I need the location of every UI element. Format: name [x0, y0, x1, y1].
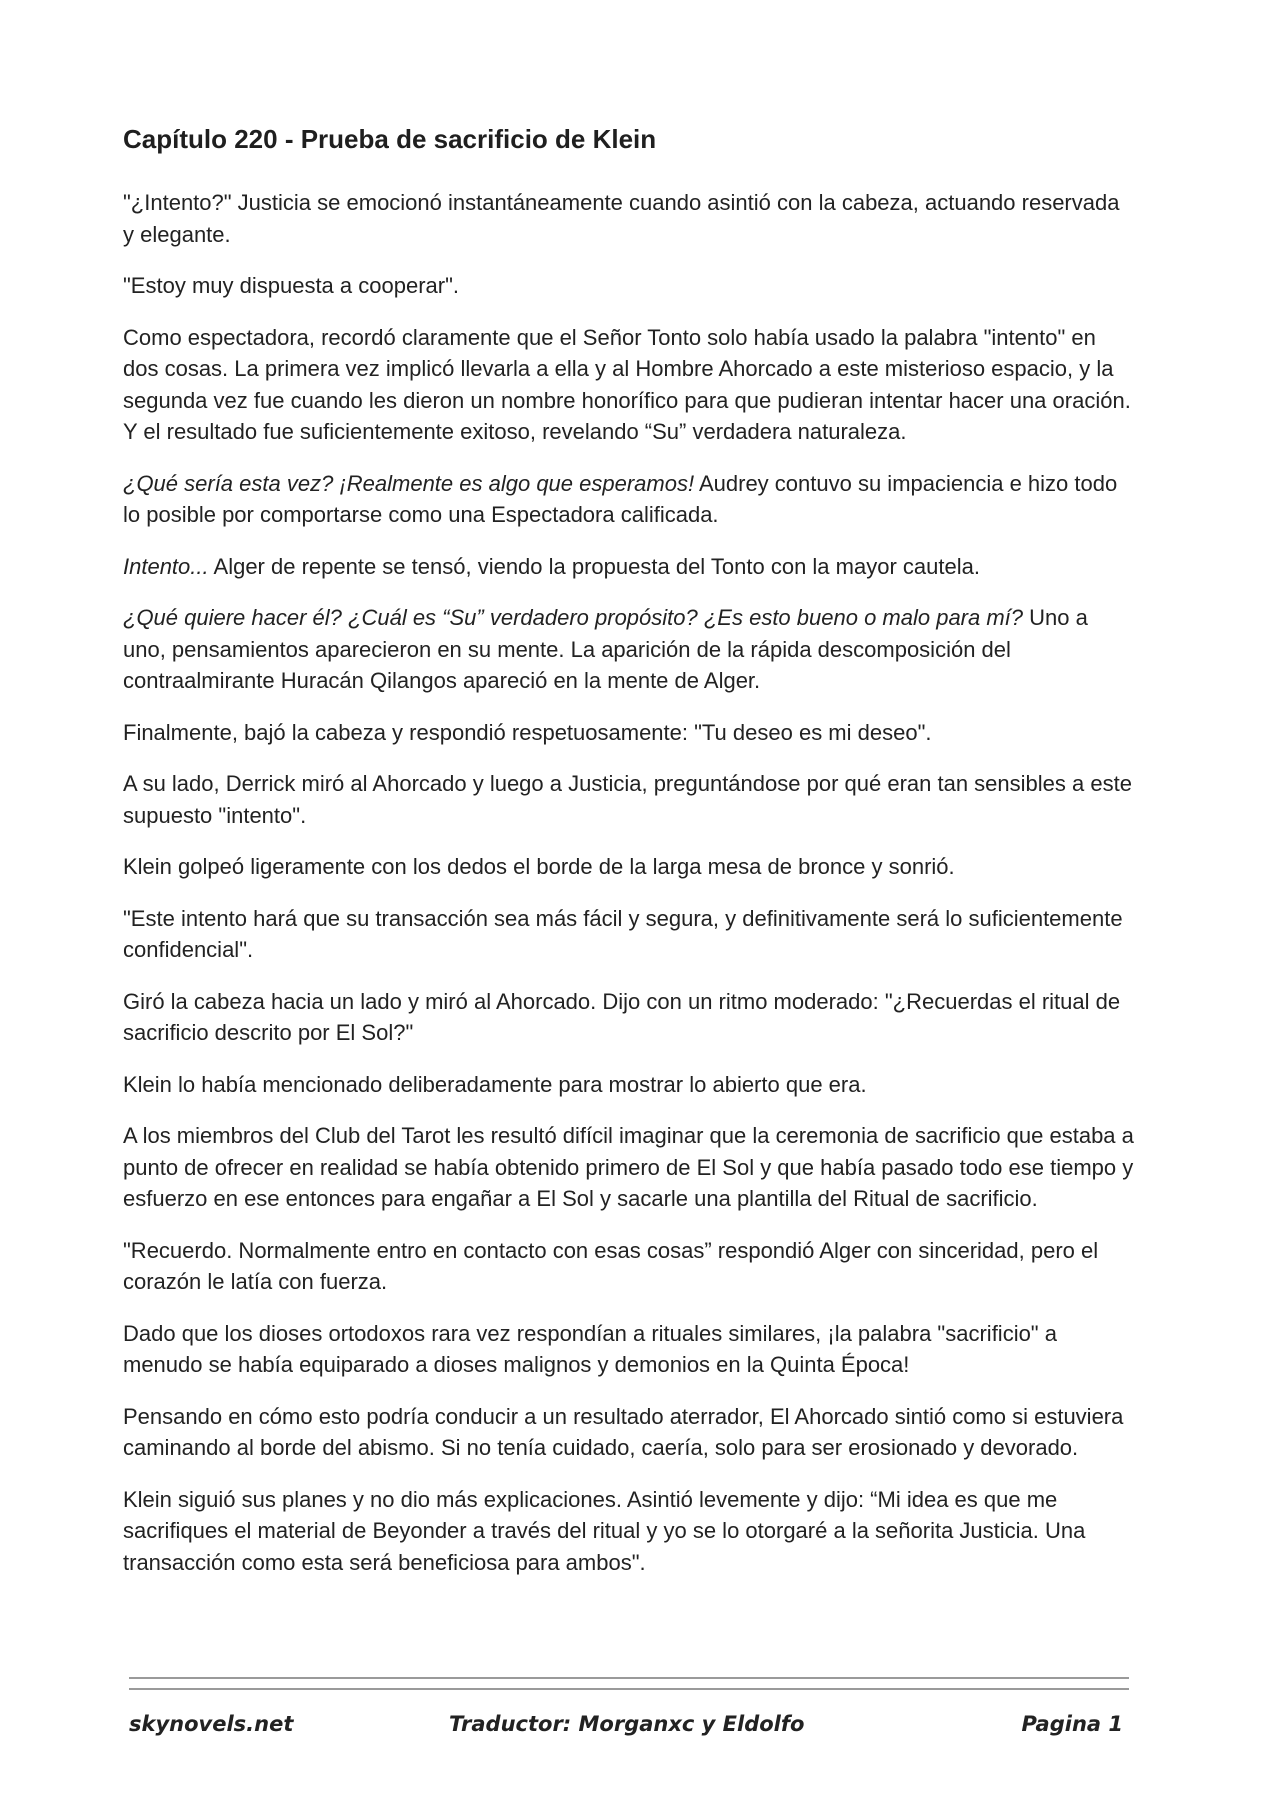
paragraph: [123, 187, 1135, 250]
paragraph: [123, 768, 1135, 831]
paragraph-text: Klein golpeó ligeramente con los dedos el borde de la larga mesa de bronce y sonrió.: [123, 854, 955, 879]
paragraph: [123, 717, 1135, 749]
chapter-body: [123, 187, 1135, 1598]
paragraph: [123, 1069, 1135, 1101]
paragraph-text: "Estoy muy dispuesta a cooperar".: [123, 273, 460, 298]
paragraph: [123, 986, 1135, 1049]
italic-text: ¿Qué sería esta vez? ¡Realmente es algo que esperamos!: [123, 470, 695, 496]
paragraph-text: A su lado, Derrick miró al Ahorcado y luego a Justicia, preguntándose por qué eran tan sensibles a este supuesto "intento".: [123, 771, 1132, 828]
footer-translator: Traductor: Morganxc y Eldolfo: [449, 1712, 805, 1736]
paragraph: [123, 1120, 1135, 1215]
paragraph-text: Como espectadora, recordó claramente que el Señor Tonto solo había usado la palabra "intento" en dos cosas. La primera vez implicó llevarla a ella y al Hombre Ahorcado a este misterioso espacio, y la segunda vez fue cuando les dieron un nombre honorífico para que pudieran intentar hacer una oración. Y el resultado fue suficientemente exitoso, revelando “Su” verdadera naturaleza.: [123, 324, 1131, 444]
paragraph: [123, 551, 1135, 583]
paragraph-text: Klein siguió sus planes y no dio más explicaciones. Asintió levemente y dijo: “Mi idea es que me sacrifiques el material de Beyonder a través del ritual y yo se lo otorgaré a la señorita Justicia. Una transacción como esta será beneficiosa para ambos".: [123, 1486, 1086, 1575]
footer-divider: [129, 1677, 1129, 1679]
paragraph: [123, 322, 1135, 448]
paragraph-text: Uno a uno, pensamientos aparecieron en su mente. La aparición de la rápida descomposición del contraalmirante Huracán Qilangos apareció en la mente de Alger.: [123, 605, 1088, 693]
footer-divider: [129, 1688, 1129, 1690]
paragraph-text: Alger de repente se tensó, viendo la propuesta del Tonto con la mayor cautela.: [208, 553, 980, 579]
paragraph: [123, 851, 1135, 883]
paragraph-text: "¿Intento?" Justicia se emocionó instantáneamente cuando asintió con la cabeza, actuando reservada y elegante.: [123, 190, 1120, 247]
paragraph: [123, 602, 1135, 697]
paragraph-text: Finalmente, bajó la cabeza y respondió respetuosamente: "Tu deseo es mi deseo".: [123, 719, 932, 745]
paragraph: [123, 270, 1135, 302]
paragraph: [123, 1401, 1135, 1464]
paragraph-text: "Recuerdo. Normalmente entro en contacto con esas cosas” respondió Alger con sinceridad, pero el corazón le latía con fuerza.: [123, 1237, 1099, 1294]
paragraph: [123, 468, 1135, 531]
page-footer: [129, 1712, 1129, 1746]
paragraph-text: Dado que los dioses ortodoxos rara vez respondían a rituales similares, ¡la palabra "sacrificio" a menudo se había equiparado a dioses malignos y demonios en la Quinta Época!: [123, 1320, 1057, 1377]
paragraph-text: Audrey contuvo su impaciencia e hizo todo lo posible por comportarse como una Espectadora calificada.: [123, 470, 1118, 527]
paragraph-text: Klein lo había mencionado deliberadamente para mostrar lo abierto que era.: [123, 1071, 867, 1097]
document-page: [123, 0, 1135, 1808]
italic-text: Intento...: [123, 553, 209, 579]
paragraph: [123, 903, 1135, 966]
paragraph: [123, 1484, 1135, 1579]
footer-page-number: Pagina 1: [1021, 1712, 1123, 1736]
paragraph-text: Giró la cabeza hacia un lado y miró al Ahorcado. Dijo con un ritmo moderado: "¿Recuerdas el ritual de sacrificio descrito por El Sol?": [123, 988, 1121, 1045]
paragraph: [123, 1318, 1135, 1381]
italic-text: ¿Qué quiere hacer él? ¿Cuál es “Su” verdadero propósito? ¿Es esto bueno o malo para mí?: [123, 605, 1024, 630]
paragraph: [123, 1235, 1135, 1298]
paragraph-text: A los miembros del Club del Tarot les resultó difícil imaginar que la ceremonia de sacrificio que estaba a punto de ofrecer en realidad se había obtenido primero de El Sol y que había pasado todo ese tiempo y esfuerzo en ese entonces para engañar a El Sol y sacarle una plantilla del Ritual de sacrificio.: [123, 1123, 1134, 1211]
footer-site: skynovels.net: [129, 1712, 294, 1736]
paragraph-text: "Este intento hará que su transacción sea más fácil y segura, y definitivamente será lo suficientemente confidencial".: [123, 905, 1123, 962]
chapter-title: Capítulo 220 - Prueba de sacrificio de Klein: [123, 124, 657, 154]
paragraph-text: Pensando en cómo esto podría conducir a un resultado aterrador, El Ahorcado sintió como si estuviera caminando al borde del abismo. Si no tenía cuidado, caería, solo para ser erosionado y devorado.: [123, 1403, 1124, 1460]
